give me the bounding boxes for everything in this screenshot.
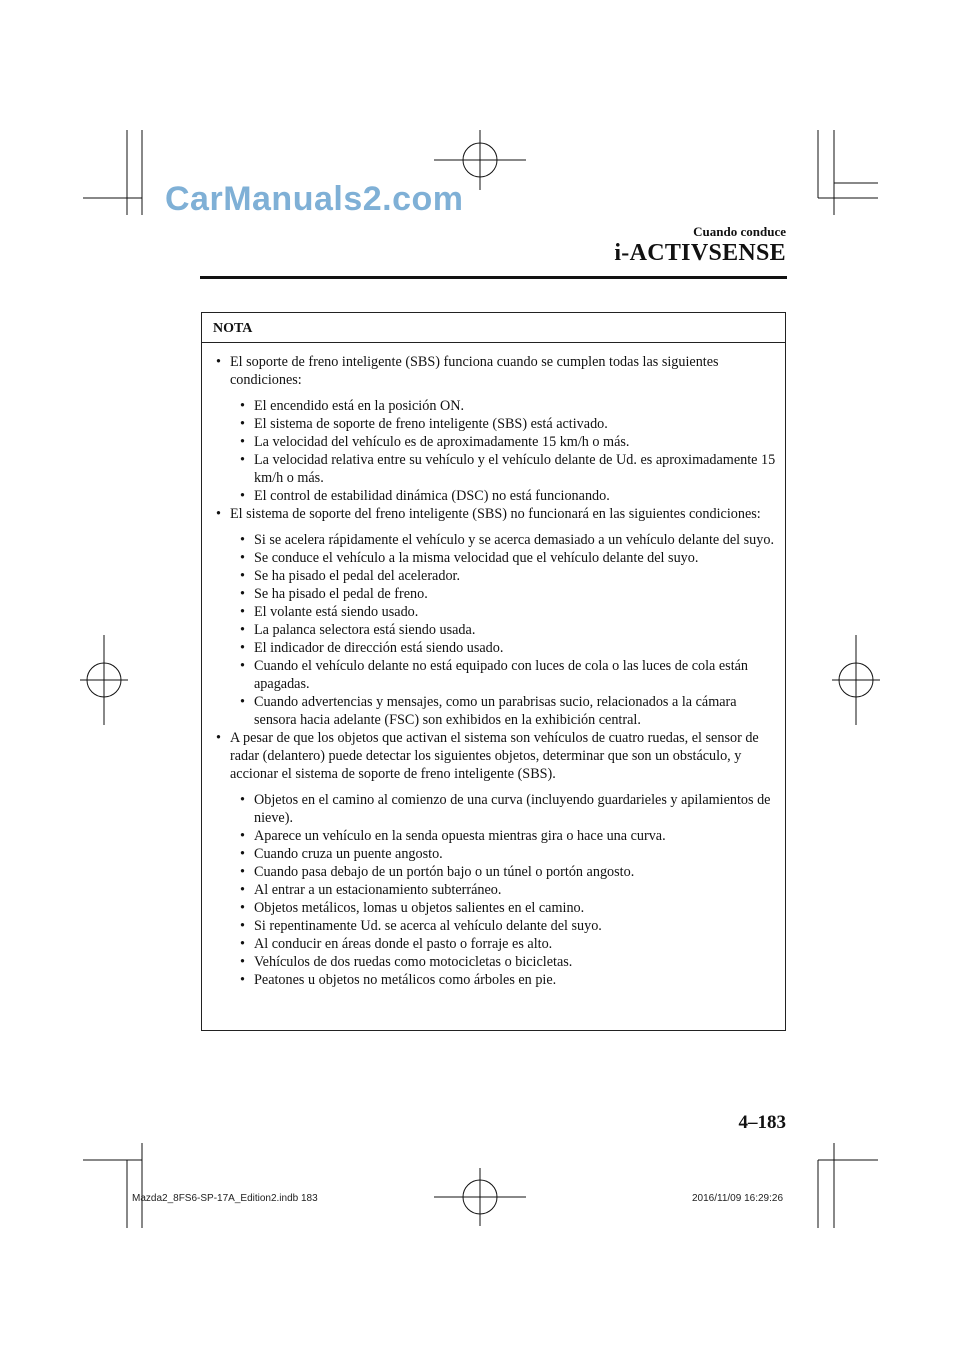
note-subitem-text: La velocidad del vehículo es de aproximadamente 15 km/h o más. [254,434,630,450]
note-subitem [213,845,781,863]
bullet: • [240,918,245,934]
note-subitem [213,899,781,917]
bullet: • [240,972,245,988]
bullet: • [240,882,245,898]
header-rule [200,276,787,279]
bullet: • [240,846,245,862]
note-subitem-text: El sistema de soporte de freno inteligente (SBS) está activado. [254,416,608,432]
note-subitem [213,639,781,657]
note-subitem-text: Objetos metálicos, lomas u objetos salientes en el camino. [254,900,585,916]
note-item [213,353,781,389]
note-title: NOTA [202,313,785,343]
bullet: • [240,604,245,620]
bullet: • [240,658,245,674]
note-subitem-text: El encendido está en la posición ON. [254,398,464,414]
note-subitem-text: El control de estabilidad dinámica (DSC) no está funcionando. [254,488,610,504]
bullet: • [240,586,245,602]
note-subitem [213,585,781,603]
bullet: • [240,532,245,548]
note-subitem [213,531,781,549]
bullet: • [240,568,245,584]
bullet: • [240,550,245,566]
note-subitem-text: La palanca selectora está siendo usada. [254,622,476,638]
section-label: Cuando conduce [693,224,786,239]
note-subitem [213,567,781,585]
note-subitem [213,791,781,827]
note-subitem [213,621,781,639]
note-subitem-text: Al conducir en áreas donde el pasto o forraje es alto. [254,936,553,952]
bullet: • [240,398,245,414]
note-subitem [213,657,781,693]
note-subitem-text: Al entrar a un estacionamiento subterráneo. [254,882,502,898]
bullet: • [240,434,245,450]
bullet: • [240,954,245,970]
note-box [201,312,786,1031]
bullet: • [216,730,221,746]
note-subitem [213,415,781,433]
footer-timestamp: 2016/11/09 16:29:26 [692,1193,784,1204]
note-subitem-text: Peatones u objetos no metálicos como árboles en pie. [254,972,557,988]
bullet: • [240,828,245,844]
note-item-text: El sistema de soporte del freno inteligente (SBS) no funcionará en las siguientes condiciones: [230,506,761,522]
bullet: • [240,864,245,880]
note-item-text: A pesar de que los objetos que activan el sistema son vehículos de cuatro ruedas, el sensor de radar (delantero) puede detectar los siguientes objetos, determinar que son un obstáculo, y accionar el sistema de soporte de freno inteligente (SBS). [230,730,759,782]
note-subitem [213,693,781,729]
note-subitem [213,549,781,567]
section-title: i-ACTIVSENSE [614,240,786,266]
note-subitem [213,881,781,899]
note-subitem [213,953,781,971]
note-subitem-text: Objetos en el camino al comienzo de una curva (incluyendo guardarieles y apilamientos de nieve). [254,792,771,826]
note-subitem-text: El indicador de dirección está siendo usado. [254,640,504,656]
page-number: 4–183 [738,1112,786,1133]
note-subitem-text: Se ha pisado el pedal de freno. [254,586,428,602]
bullet: • [240,900,245,916]
note-subitem-text: Se ha pisado el pedal del acelerador. [254,568,461,584]
note-subitem-text: Cuando cruza un puente angosto. [254,846,443,862]
note-subitem-text: Aparece un vehículo en la senda opuesta mientras gira o hace una curva. [254,828,666,844]
note-subitem [213,863,781,881]
note-item-text: El soporte de freno inteligente (SBS) funciona cuando se cumplen todas las siguientes condiciones: [230,354,719,388]
note-subitem-text: El volante está siendo usado. [254,604,419,620]
bullet: • [216,354,221,370]
note-subitem [213,433,781,451]
note-subitem-text: Se conduce el vehículo a la misma velocidad que el vehículo delante del suyo. [254,550,699,566]
note-subitem [213,917,781,935]
note-subitem [213,827,781,845]
note-subitem-text: Cuando advertencias y mensajes, como un parabrisas sucio, relacionados a la cámara sensora hacia adelante (FSC) son exhibidos en la exhibición central. [254,694,737,728]
note-subitem [213,397,781,415]
bullet: • [240,640,245,656]
note-subitem [213,935,781,953]
note-subitem [213,971,781,989]
footer-file-info: Mazda2_8FS6-SP-17A_Edition2.indb 183 [132,1193,318,1204]
bullet: • [216,506,221,522]
note-subitem-text: La velocidad relativa entre su vehículo y el vehículo delante de Ud. es aproximadamente 15 km/h o más. [254,452,776,486]
bullet: • [240,452,245,468]
note-subitem-text: Si se acelera rápidamente el vehículo y se acerca demasiado a un vehículo delante del suyo. [254,532,774,548]
note-subitem-text: Cuando pasa debajo de un portón bajo o un túnel o portón angosto. [254,864,635,880]
note-subitem [213,451,781,487]
bullet: • [240,488,245,504]
bullet: • [240,792,245,808]
note-subitem-text: Vehículos de dos ruedas como motocicletas o bicicletas. [254,954,573,970]
note-body [202,343,785,989]
note-subitem [213,487,781,505]
note-item [213,729,781,783]
watermark-logo: CarManuals2.com [165,180,464,218]
note-subitem [213,603,781,621]
bullet: • [240,694,245,710]
note-subitem-text: Si repentinamente Ud. se acerca al vehículo delante del suyo. [254,918,602,934]
bullet: • [240,416,245,432]
bullet: • [240,936,245,952]
note-subitem-text: Cuando el vehículo delante no está equipado con luces de cola o las luces de cola están apagadas. [254,658,749,692]
note-item [213,505,781,523]
bullet: • [240,622,245,638]
